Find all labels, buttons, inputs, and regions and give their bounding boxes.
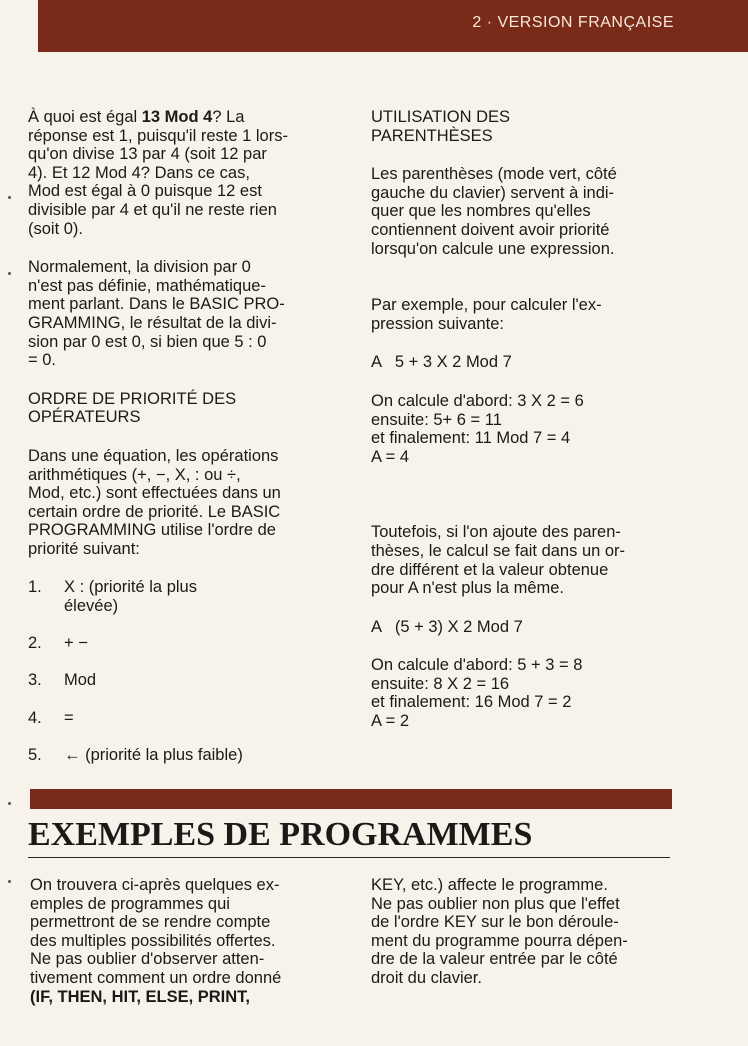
text-line: thèses, le calcul se fait dans un or- [371,541,626,560]
list-number: 4. [28,708,42,727]
text-line: Ne pas oublier d'observer atten- [30,950,265,969]
text-line: dre de la valeur entrée par le côté [371,950,618,969]
list-item [28,634,348,653]
list-text: ← (priorité la plus faible) [64,745,243,764]
text-line: ensuite: 5+ 6 = 11 [371,410,502,429]
heading-line: OPÉRATEURS [28,408,141,427]
left-para-3 [28,447,348,559]
text-line: et finalement: 16 Mod 7 = 2 [371,693,572,712]
text-line: priorité suivant: [28,539,140,558]
text-line: ? La [212,108,245,126]
title-rule [28,857,670,858]
text-line: sion par 0 est 0, si bien que 5 : 0 [28,332,267,351]
list-number: 2. [28,634,42,653]
text-line: Mod, etc.) sont effectuées dans un [28,484,281,503]
margin-dot [8,880,11,883]
list-line: élevée) [64,597,119,616]
heading-operator-priority [28,390,348,427]
text-line: A = 2 [371,712,410,731]
text-line: ment parlant. Dans le BASIC PRO- [28,295,285,314]
margin-dot [8,272,11,275]
text-line: (soit 0). [28,219,84,238]
right-para-2 [371,296,671,333]
list-number: 3. [28,671,42,690]
text-line: qu'on divise 13 par 4 (soit 12 par [28,145,267,164]
text-line: Normalement, la division par 0 [28,258,251,277]
list-number: 1. [28,578,42,597]
text-line: On calcule d'abord: 3 X 2 = 6 [371,391,584,410]
left-para-1 [28,108,348,238]
calculation-1 [371,392,671,466]
section-right-para [371,876,671,988]
section-right-column [371,876,671,988]
section-title: EXEMPLES DE PROGRAMMES [28,816,533,853]
text-line: Toutefois, si l'on ajoute des paren- [371,523,621,542]
text-line: 4). Et 12 Mod 4? Dans ce cas, [28,163,250,182]
text-line: ment du programme pourra dépen- [371,931,628,950]
heading-parentheses [371,108,671,145]
text-line: permettront de se rendre compte [30,913,271,932]
text-line: réponse est 1, puisqu'il reste 1 lors- [28,126,288,145]
text-line: n'est pas définie, mathématique- [28,276,266,295]
text-line: Mod est égal à 0 puisque 12 est [28,182,262,201]
text-line: pour A n'est plus la même. [371,579,565,598]
expression-2: A (5 + 3) X 2 Mod 7 [371,617,523,636]
list-text [64,578,197,615]
left-column [28,108,348,783]
list-number: 5. [28,745,42,764]
text-line: = 0. [28,351,56,370]
text-line: KEY, etc.) affecte le programme. [371,876,608,894]
text-line: tivement comment un ordre donné [30,968,282,987]
left-para-2 [28,258,348,370]
text-line: droit du clavier. [371,968,482,987]
section-bar [30,789,672,809]
margin-dot [8,196,11,199]
list-text: + − [64,634,88,653]
list-text: Mod [64,671,97,690]
text-line: À quoi est égal [28,108,142,126]
text-line: lorsqu'on calcule une expression. [371,239,615,258]
list-item [28,709,348,728]
text-line: certain ordre de priorité. Le BASIC [28,502,281,521]
text-line: et finalement: 11 Mod 7 = 4 [371,429,571,448]
text-line: emples de programmes qui [30,894,230,913]
text-line: arithmétiques (+, −, X, : ou ÷, [28,465,241,484]
priority-list [28,578,348,764]
text-line: dre différent et la valeur obtenue [371,560,609,579]
right-column [371,108,671,731]
text-line: PROGRAMMING utilise l'ordre de [28,521,276,540]
text-line: Par exemple, pour calculer l'ex- [371,296,602,315]
heading-line: PARENTHÈSES [371,126,493,145]
text-line: On calcule d'abord: 5 + 3 = 8 [371,656,583,675]
text-line: ensuite: 8 X 2 = 16 [371,674,510,693]
margin-dot [8,802,11,805]
text-line: Ne pas oublier non plus que l'effet [371,894,620,913]
expression-1: A 5 + 3 X 2 Mod 7 [371,353,512,372]
text-line: A = 4 [371,447,410,466]
header-band [38,0,748,52]
heading-line: ORDRE DE PRIORITÉ DES [28,389,237,408]
heading-line: UTILISATION DES [371,108,511,126]
text-line: divisible par 4 et qu'il ne reste rien [28,200,277,219]
text-line: de l'ordre KEY sur le bon déroule- [371,913,619,932]
text-line: Dans une équation, les opérations [28,446,279,465]
list-text: = [64,708,74,727]
right-para-3 [371,523,671,597]
section-left-para [30,876,330,1006]
text-line: quer que les nombres qu'elles [371,202,591,221]
text-line: gauche du clavier) servent à indi- [371,183,615,202]
right-para-1 [371,165,671,258]
list-line: X : (priorité la plus [64,578,197,597]
text-bold: 13 Mod 4 [141,108,213,126]
list-item [28,671,348,690]
list-item [28,578,348,615]
text-line: pression suivante: [371,314,504,333]
text-bold: (IF, THEN, HIT, ELSE, PRINT, [30,987,251,1006]
text-line: GRAMMING, le résultat de la divi- [28,313,277,332]
list-item [28,746,348,765]
header-label: 2 · VERSION FRANÇAISE [472,14,674,31]
text-line: contiennent doivent avoir priorité [371,220,610,239]
section-left-column [30,876,330,1006]
text-line: des multiples possibilités offertes. [30,931,276,950]
text-line: Les parenthèses (mode vert, côté [371,165,617,184]
text-line: On trouvera ci-après quelques ex- [30,876,280,894]
calculation-2 [371,656,671,730]
